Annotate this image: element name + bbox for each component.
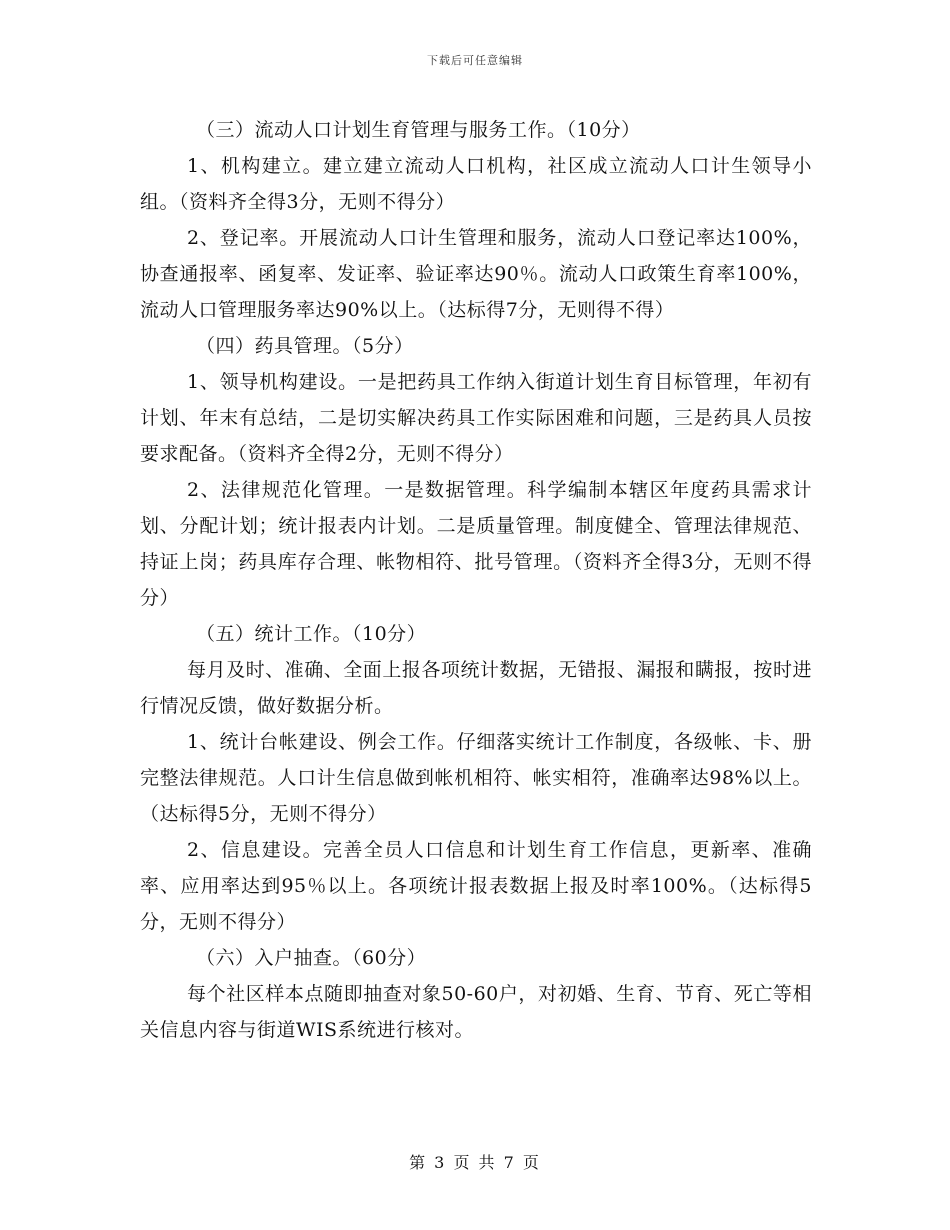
page-header: 下载后可任意编辑 <box>427 54 523 67</box>
paragraph: 1、领导机构建设。一是把药具工作纳入街道计划生育目标管理，年初有计划、年末有总结，二是切实解决药具工作实际困难和问题，三是药具人员按要求配备。（资料齐全得2分，无则不得分） <box>140 371 812 465</box>
page-number-footer: 第 3 页 共 7 页 <box>409 1153 541 1172</box>
paragraph: 1、机构建立。建立建立流动人口机构，社区成立流动人口计生领导小组。（资料齐全得3分，无则不得分） <box>140 155 812 213</box>
section-heading-5: （五）统计工作。（10分） <box>196 623 427 645</box>
section-heading-3: （三）流动人口计划生育管理与服务工作。（10分） <box>196 119 641 141</box>
paragraph: 2、登记率。开展流动人口计生管理和服务，流动人口登记率达100%，协查通报率、函复率、发证率、验证率达90％。流动人口政策生育率100%，流动人口管理服务率达90%以上。（达标得7分，无则得不得） <box>140 227 812 321</box>
section-heading-4: （四）药具管理。（5分） <box>196 335 414 357</box>
paragraph: 每个社区样本点随即抽查对象50-60户，对初婚、生育、节育、死亡等相关信息内容与街道WIS系统进行核对。 <box>140 983 812 1041</box>
paragraph: 2、法律规范化管理。一是数据管理。科学编制本辖区年度药具需求计划、分配计划；统计报表内计划。二是质量管理。制度健全、管理法律规范、持证上岗；药具库存合理、帐物相符、批号管理。（资料齐全得3分，无则不得分） <box>140 479 812 609</box>
paragraph: 2、信息建设。完善全员人口信息和计划生育工作信息，更新率、准确率、应用率达到95％以上。各项统计报表数据上报及时率100%。（达标得5分，无则不得分） <box>140 839 812 933</box>
paragraph: 1、统计台帐建设、例会工作。仔细落实统计工作制度，各级帐、卡、册完整法律规范。人口计生信息做到帐机相符、帐实相符，准确率达98%以上。（达标得5分，无则不得分） <box>140 731 812 825</box>
document-body <box>140 112 812 1048</box>
paragraph: 每月及时、准确、全面上报各项统计数据，无错报、漏报和瞒报，按时进行情况反馈，做好数据分析。 <box>140 659 812 717</box>
section-heading-6: （六）入户抽查。（60分） <box>196 947 427 969</box>
